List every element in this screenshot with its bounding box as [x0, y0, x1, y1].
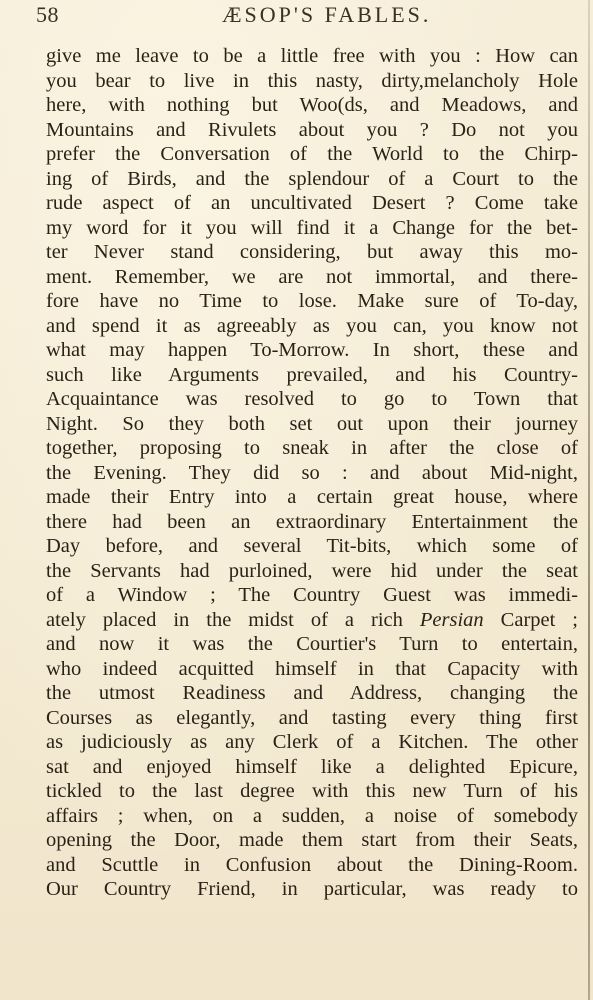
text-line: affairs ; when, on a sudden, a noise of somebody — [46, 804, 578, 827]
text-line: who indeed acquitted himself in that Capacity with — [46, 657, 578, 680]
text-line: there had been an extraordinary Entertainment the — [46, 510, 578, 533]
text-line: such like Arguments prevailed, and his Country- — [46, 363, 578, 386]
text-line: you bear to live in this nasty, dirty,melancholy Hole — [46, 69, 578, 92]
running-title: ÆSOP'S FABLES. — [222, 2, 432, 27]
text-line: Acquaintance was resolved to go to Town that — [46, 388, 578, 410]
text-line: made their Entry into a certain great house, where — [46, 486, 578, 508]
text-line: sat and enjoyed himself like a delighted Epicure, — [46, 755, 578, 778]
text-line: as judiciously as any Clerk of a Kitchen. The other — [46, 731, 578, 753]
text-line: here, with nothing but Woo(ds, and Meadows, and — [46, 94, 578, 116]
text-line: my word for it you will find it a Change for the bet- — [46, 216, 578, 239]
fable-text — [46, 44, 578, 902]
page-edge-shadow — [588, 0, 590, 1000]
text-line: fore have no Time to lose. Make sure of To-day, — [46, 290, 578, 312]
text-line: ing of Birds, and the splendour of a Court to the — [46, 167, 578, 190]
text-line: of a Window ; The Country Guest was immedi- — [46, 584, 578, 606]
text-line-with-italic — [46, 608, 578, 633]
text-line: and Scuttle in Confusion about the Dining-Room. — [46, 853, 578, 876]
text-segment: ately placed in the midst of a rich — [46, 608, 420, 631]
text-line: prefer the Conversation of the World to the Chirp- — [46, 143, 578, 165]
text-line: Our Country Friend, in particular, was ready to — [46, 878, 578, 900]
text-line: together, proposing to sneak in after the close of — [46, 437, 578, 459]
text-line: give me leave to be a little free with you : How can — [46, 45, 578, 67]
italic-word: Persian — [419, 608, 484, 631]
text-line: opening the Door, made them start from their Seats, — [46, 829, 578, 851]
text-line: and spend it as agreeably as you can, you know not — [46, 314, 578, 337]
text-line: what may happen To-Morrow. In short, these and — [46, 339, 578, 361]
text-line: tickled to the last degree with this new Turn of his — [46, 780, 578, 802]
text-line: the utmost Readiness and Address, changing the — [46, 682, 578, 704]
text-line: Night. So they both set out upon their journey — [46, 412, 578, 435]
page-header — [0, 0, 593, 30]
text-line: ter Never stand considering, but away this mo- — [46, 241, 578, 263]
page-number: 58 — [36, 2, 59, 27]
text-line: and now it was the Courtier's Turn to entertain, — [46, 633, 578, 655]
text-line: the Evening. They did so : and about Mid-night, — [46, 461, 578, 484]
text-line: Courses as elegantly, and tasting every thing first — [46, 706, 578, 729]
text-line: Day before, and several Tit-bits, which some of — [46, 535, 578, 557]
text-line: ment. Remember, we are not immortal, and there- — [46, 265, 578, 288]
text-line: Mountains and Rivulets about you ? Do not you — [46, 118, 578, 141]
text-line: the Servants had purloined, were hid under the seat — [46, 559, 578, 582]
text-segment: Carpet ; — [483, 608, 578, 631]
text-line: rude aspect of an uncultivated Desert ? Come take — [46, 192, 578, 214]
